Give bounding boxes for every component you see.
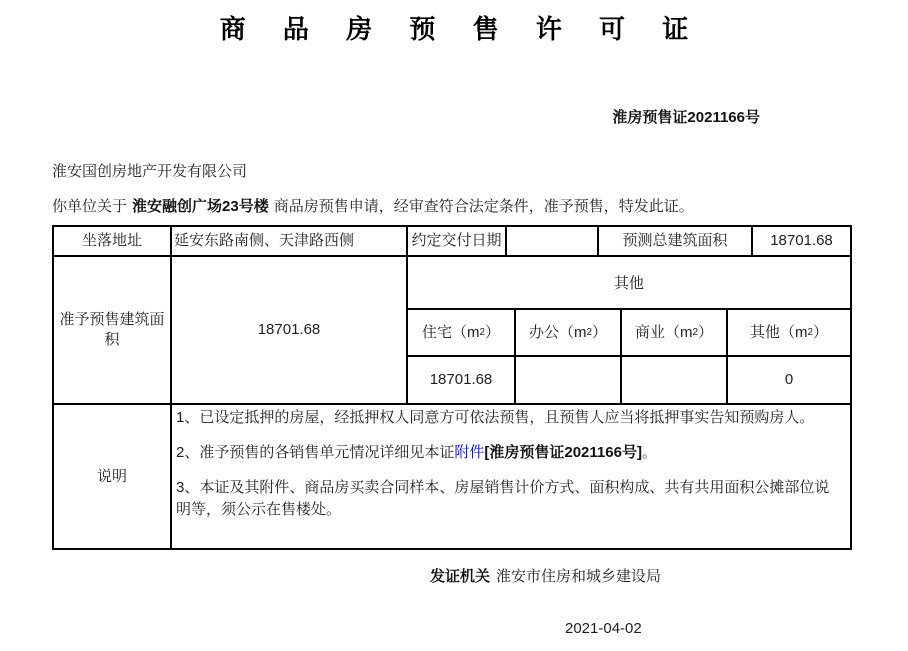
note-item-2-certref: [淮房预售证2021166号]	[484, 444, 642, 461]
unit-breakdown-section	[408, 257, 850, 403]
unit-header-residential-close: ）	[485, 323, 501, 341]
unit-header-office-close: ）	[592, 323, 608, 341]
approved-area-label: 准予预售建筑面积	[54, 257, 172, 403]
unit-header-other-close: ）	[813, 323, 829, 341]
predicted-total-area-label: 预测总建筑面积	[599, 227, 753, 255]
unit-header-other: 其他（m 2 ）	[749, 323, 829, 341]
unit-value-residential: 18701.68	[408, 357, 516, 403]
certificate-number: 淮房预售证2021166号	[612, 109, 760, 126]
issuer-label: 发证机关	[430, 568, 491, 585]
delivery-date-label: 约定交付日期	[408, 227, 507, 255]
other-group-header: 其他	[408, 257, 850, 310]
unit-header-office: 办公（m 2 ）	[516, 310, 622, 355]
note-item-1: 1、已设定抵押的房屋，经抵押权人同意方可依法预售，且预售人应当将抵押事实告知预购房人。	[176, 409, 815, 426]
unit-header-residential-text: 住宅（m	[421, 323, 480, 341]
project-name: 淮安融创广场23号楼	[132, 198, 269, 215]
intro-line	[52, 197, 908, 217]
note-item-2	[176, 442, 844, 464]
note-item-2-prefix: 2、准予预售的各销售单元情况详细见本证	[176, 444, 455, 461]
document-title: 商 品 房 预 售 许 可 证	[219, 14, 704, 44]
table-row-notes	[54, 405, 850, 548]
site-address-value: 延安东路南侧、天津路西侧	[172, 227, 408, 255]
permit-table	[52, 225, 852, 550]
issuer-name: 淮安市住房和城乡建设局	[496, 568, 662, 585]
site-address-label: 坐落地址	[54, 227, 172, 255]
unit-value-office	[516, 357, 622, 403]
unit-value-commercial	[622, 357, 728, 403]
unit-header-residential: 住宅（m 2 ）	[408, 310, 516, 355]
unit-value-row	[408, 357, 850, 403]
unit-header-other-text: 其他（m	[749, 323, 808, 341]
table-row-approved-area	[54, 257, 850, 405]
attachment-link[interactable]: 附件	[454, 444, 485, 461]
issue-date: 2021-04-02	[565, 620, 642, 637]
company-name: 淮安国创房地产开发有限公司	[52, 163, 248, 180]
unit-header-commercial-close: ）	[698, 323, 714, 341]
unit-value-other: 0	[784, 371, 794, 388]
unit-header-row	[408, 310, 850, 357]
table-row-location	[54, 227, 850, 257]
predicted-total-area-value: 18701.68	[770, 232, 833, 249]
intro-suffix: 商品房预售申请，经审查符合法定条件，准予预售，特发此证。	[273, 198, 694, 215]
delivery-date-value	[507, 227, 599, 255]
unit-header-commercial: 商业（m 2 ）	[622, 310, 728, 355]
approved-area-value: 18701.68	[172, 257, 408, 403]
intro-prefix: 你单位关于	[52, 198, 128, 215]
notes-label: 说明	[54, 405, 172, 548]
notes-content	[172, 405, 850, 548]
note-item-3: 3、本证及其附件、商品房买卖合同样本、房屋销售计价方式、面积构成、共有共用面积公摊部位说明等，须公示在售楼处。	[176, 479, 830, 518]
note-item-2-suffix: 。	[641, 444, 657, 461]
unit-header-commercial-text: 商业（m	[634, 323, 693, 341]
unit-header-office-text: 办公（m	[528, 323, 587, 341]
issuer-line	[430, 567, 908, 587]
